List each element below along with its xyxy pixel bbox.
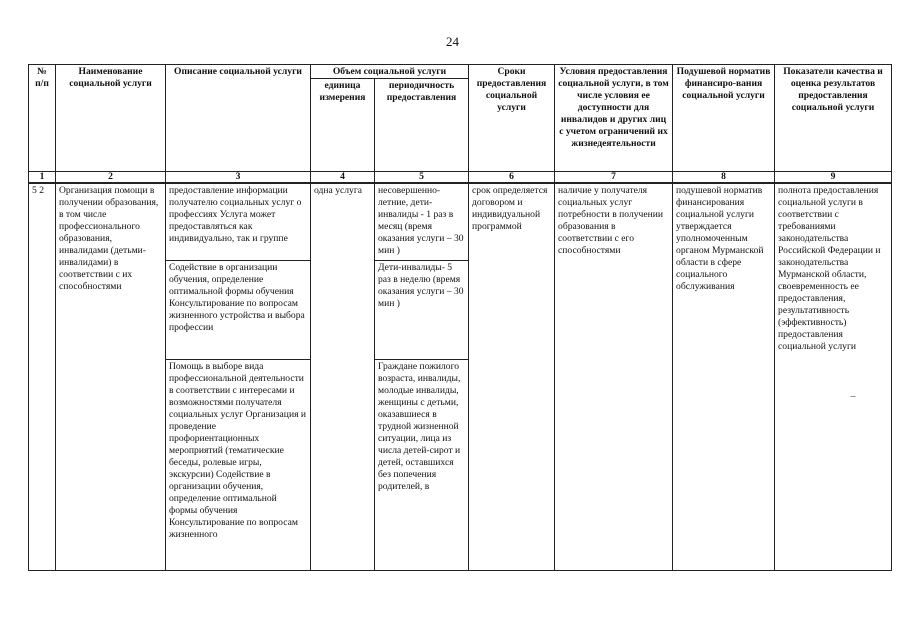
unit-of-measure: одна услуга <box>311 183 375 571</box>
column-number: 2 <box>56 172 166 184</box>
header-norm: Подушевой норматив финансиро-вания социальной услуги <box>673 65 775 172</box>
header-terms: Сроки предоставления социальной услуги <box>469 65 555 172</box>
header-periodicity: периодичность предоставления <box>375 79 469 172</box>
service-terms: срок определяется договором и индивидуальной программой <box>469 183 555 571</box>
header-conditions: Условия предоставления социальной услуги, в том числе условия ее доступности для инвалидов и других лиц с учетом ограничений их жизнедеятельности <box>555 65 673 172</box>
column-number: 7 <box>555 172 673 184</box>
column-number: 3 <box>166 172 311 184</box>
header-number: № п/п <box>29 65 56 172</box>
service-description-2: Содействие в организации обучения, определение оптимальной формы обучения Консультирование по вопросам жизненного устройства и выбора профессии <box>166 261 311 360</box>
row-number: 5 2 <box>29 183 56 571</box>
column-number: 6 <box>469 172 555 184</box>
quality-indicators: полнота предоставления социальной услуги в соответствии с требованиями законодательства Российской Федерации и законодательства Мурманской области, своевременность ее предоставления, результативность (эффективность) предоставления социальной услуги <box>778 185 881 352</box>
quality-dash: – <box>850 391 856 402</box>
page-number: 24 <box>446 34 459 49</box>
periodicity-2: Дети-инвалиды- 5 раз в неделю (время оказания услуги – 30 мин ) <box>375 261 469 360</box>
column-numbers-row <box>29 172 892 184</box>
header-row <box>29 65 892 79</box>
service-description-1: предоставление информации получателю социальных услуг о профессиях Услуга может предоставляться как индивидуально, так и группе <box>166 183 311 261</box>
header-volume-group: Объем социальной услуги <box>311 65 469 79</box>
column-number: 4 <box>311 172 375 184</box>
column-number: 9 <box>775 172 892 184</box>
column-number: 5 <box>375 172 469 184</box>
financing-norm: подушевой норматив финансирования социальной услуги утверждается уполномоченным органом Мурманской области в сфере социального обслуживания <box>673 183 775 571</box>
table-row <box>29 183 892 261</box>
header-description: Описание социальной услуги <box>166 65 311 172</box>
header-quality: Показатели качества и оценка результатов предоставления социальной услуги <box>775 65 892 172</box>
column-number: 1 <box>29 172 56 184</box>
header-name: Наименование социальной услуги <box>56 65 166 172</box>
column-number: 8 <box>673 172 775 184</box>
services-table <box>28 64 892 571</box>
periodicity-1: несовершенно-летние, дети-инвалиды - 1 раз в месяц (время оказания услуги – 30 мин ) <box>375 183 469 261</box>
service-conditions: наличие у получателя социальных услуг потребности в получении образования в соответствии с его способностями <box>555 183 673 571</box>
quality-cell <box>775 183 892 571</box>
periodicity-3: Граждане пожилого возраста, инвалиды, молодые инвалиды, женщины с детьми, оказавшиеся в трудной жизненной ситуации, лица из числа детей-сирот и детей, оставшихся без попечения родителей, в <box>375 360 469 571</box>
service-name: Организация помощи в получении образования, в том числе профессионального образования, инвалидами (детьми-инвалидами) в соответствии с их способностями <box>56 183 166 571</box>
header-unit: единица измерения <box>311 79 375 172</box>
service-description-3: Помощь в выборе вида профессиональной деятельности в соответствии с интересами и возможностями получателя социальных услуг Организация и проведение профориентационных мероприятий (тематические беседы, ролевые игры, экскурсии) Содействие в организации обучения, определение оптимальной формы обучения Консультирование по вопросам жизненного <box>166 360 311 571</box>
